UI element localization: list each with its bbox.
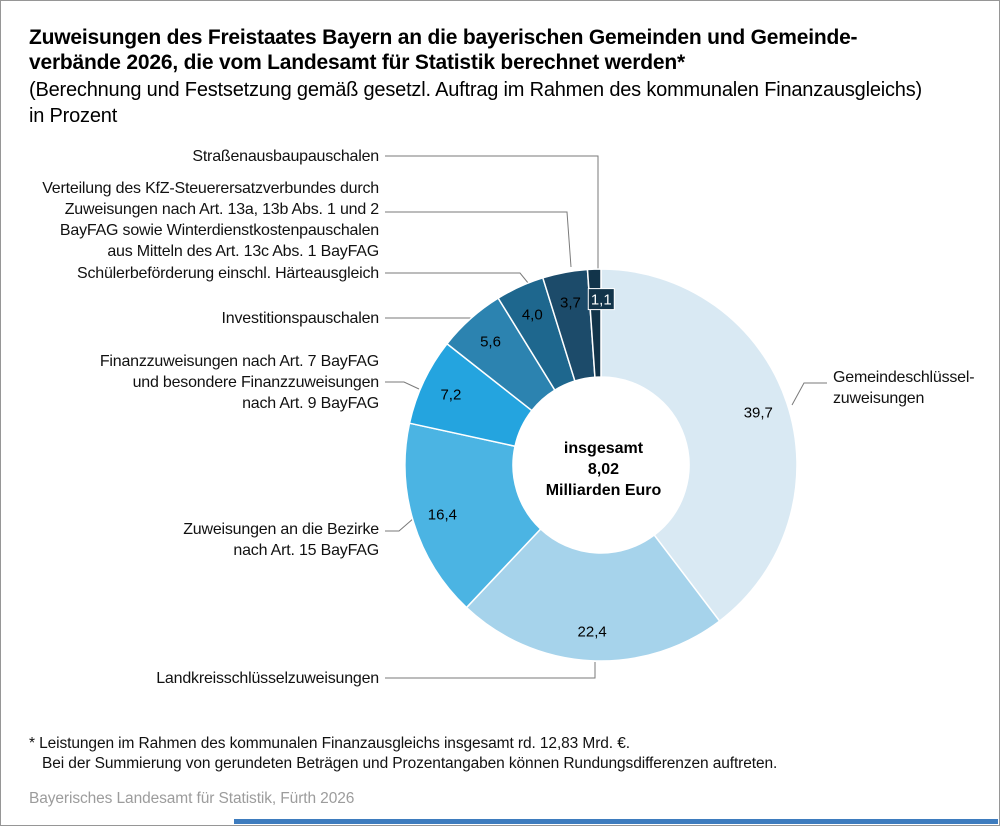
- leader-line: [385, 273, 533, 289]
- leader-line: [385, 382, 419, 389]
- callout-label-bezirke: [1, 519, 379, 561]
- callout-line: BayFAG sowie Winterdienstkostenpauschalen: [59, 222, 379, 239]
- callout-label-strassenausbaupauschalen: [1, 146, 379, 167]
- leader-line: [385, 518, 414, 531]
- callout-line: Finanzzuweisungen nach Art. 7 BayFAG: [99, 353, 379, 370]
- footnote: [29, 734, 777, 774]
- callout-label-landkreisschluesselzuweisungen: [1, 668, 379, 689]
- callout-label-investitionspauschalen: [1, 308, 379, 329]
- donut-center-total: [521, 438, 686, 501]
- footnote-line1: * Leistungen im Rahmen des kommunalen Finanzausgleichs insgesamt rd. 12,83 Mrd. €.: [29, 735, 630, 752]
- leader-line: [385, 156, 598, 287]
- page-subtitle: (Berechnung und Festsetzung gemäß gesetzl. Auftrag im Rahmen des kommunalen Finanzausgleichs): [29, 79, 922, 101]
- callout-label-finanzzuweisungen: [1, 351, 379, 414]
- callout-line: Schülerbeförderung einschl. Härteausgleich: [76, 265, 379, 282]
- page-title-line2: verbände 2026, die vom Landesamt für Statistik berechnet werden*: [29, 51, 685, 74]
- value-label-investitionspauschalen: 5,6: [480, 333, 501, 351]
- value-label-landkreisschluesselzuweisungen: 22,4: [577, 623, 607, 641]
- callout-line: aus Mitteln des Art. 13c Abs. 1 BayFAG: [107, 243, 379, 260]
- center-total-line: 8,02: [587, 461, 620, 478]
- value-label-gemeindeschluesselzuweisungen: 39,7: [743, 404, 773, 422]
- source-attribution: Bayerisches Landesamt für Statistik, Fürth 2026: [29, 790, 355, 807]
- value-label-bezirke: 16,4: [427, 506, 458, 524]
- footnote-line2: Bei der Summierung von gerundeten Beträgen und Prozentangaben können Rundungsdifferenzen auftreten.: [42, 755, 778, 772]
- leader-line: [792, 383, 827, 405]
- callout-line: Gemeindeschlüssel-: [833, 369, 975, 386]
- callout-line: Zuweisungen nach Art. 13a, 13b Abs. 1 und 2: [64, 201, 379, 218]
- center-total-line: insgesamt: [563, 440, 644, 457]
- center-total-line: Milliarden Euro: [545, 482, 662, 499]
- leader-line: [385, 662, 595, 678]
- callout-line: Zuweisungen an die Bezirke: [183, 521, 379, 538]
- value-label-schuelerbefoerderung: 4,0: [521, 306, 543, 324]
- callout-label-kfz-steuerersatzverbund: [1, 178, 379, 262]
- callout-label-schuelerbefoerderung: [1, 263, 379, 284]
- leader-line: [385, 212, 571, 267]
- callout-line: nach Art. 9 BayFAG: [242, 395, 379, 412]
- value-label-strassenausbaupauschalen: 1,1: [590, 291, 612, 309]
- callout-line: Straßenausbaupauschalen: [192, 148, 379, 165]
- callout-line: Investitionspauschalen: [221, 310, 379, 327]
- callout-line: Verteilung des KfZ-Steuerersatzverbundes durch: [42, 180, 379, 197]
- value-label-finanzzuweisungen: 7,2: [440, 386, 462, 404]
- unit-label: in Prozent: [29, 105, 118, 127]
- callout-line: zuweisungen: [833, 390, 925, 407]
- callout-line: Landkreisschlüsselzuweisungen: [156, 670, 379, 687]
- page-title-line1: Zuweisungen des Freistaates Bayern an die bayerischen Gemeinden und Gemeinde-: [29, 26, 858, 49]
- value-label-kfz-steuerersatzverbund: 3,7: [560, 294, 581, 312]
- callout-label-gemeindeschluesselzuweisungen: [833, 367, 1000, 409]
- callout-line: und besondere Finanzzuweisungen: [132, 374, 379, 391]
- bottom-accent-bar: [234, 819, 998, 824]
- callout-line: nach Art. 15 BayFAG: [233, 542, 379, 559]
